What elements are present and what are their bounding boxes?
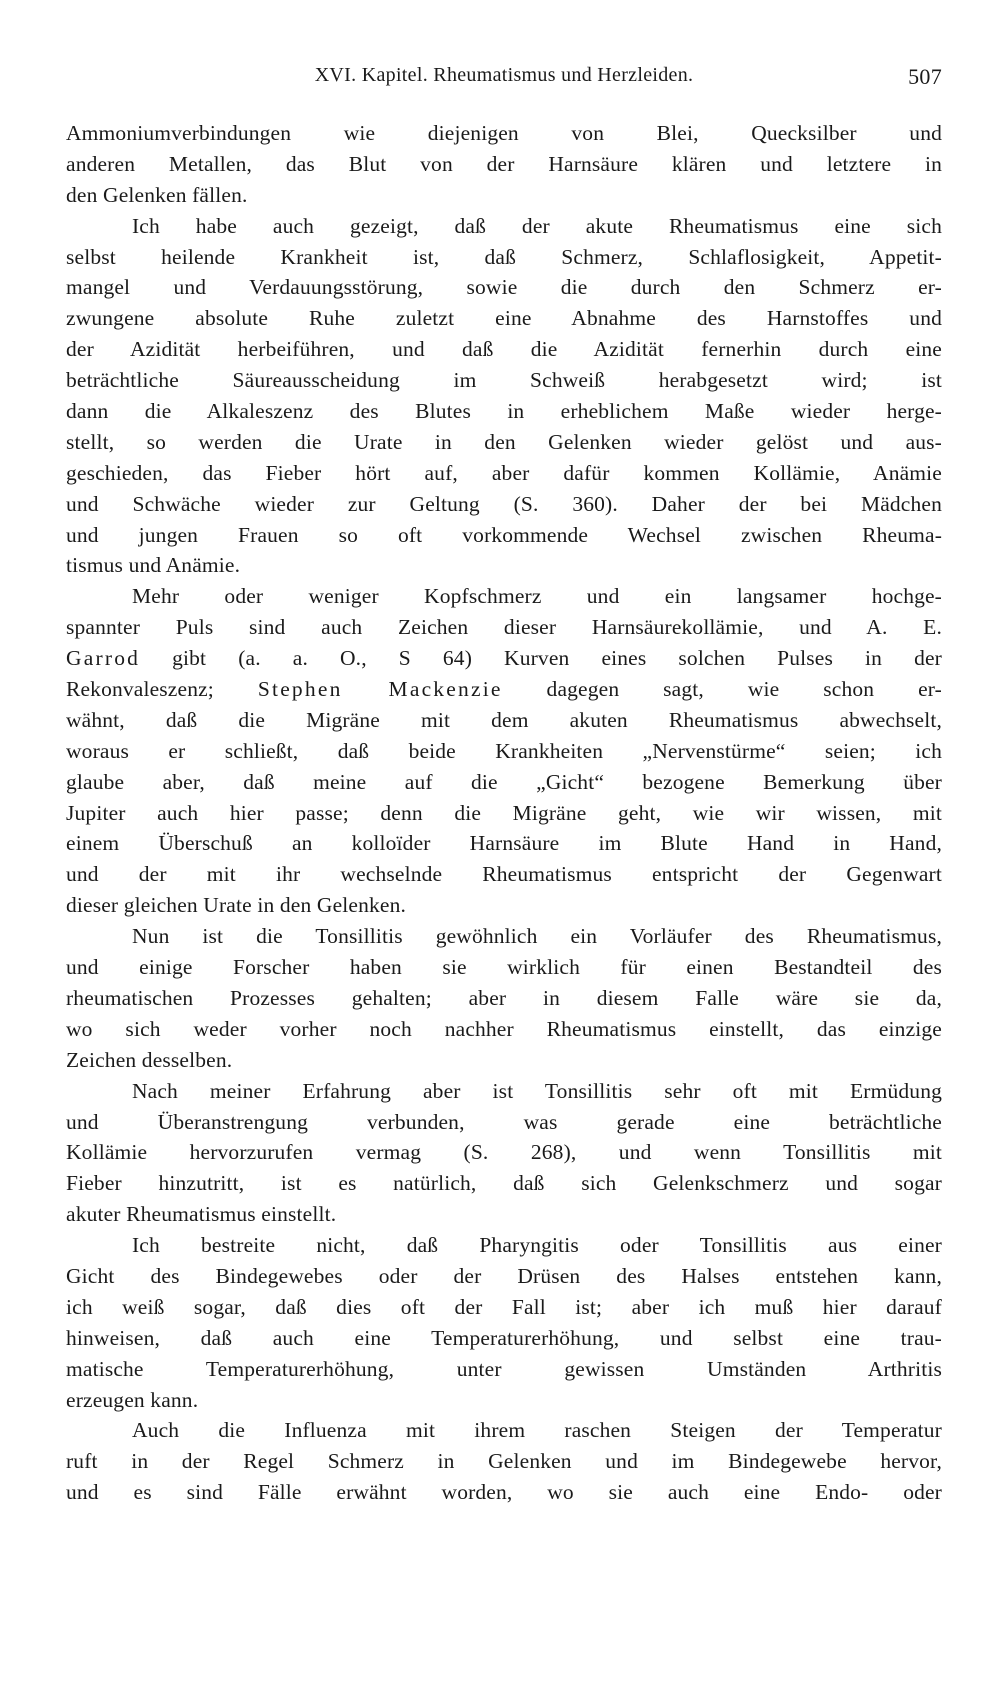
text-line: woraus er schließt, daß beide Krankheiten „Nervenstürme“ seien; ich bbox=[66, 738, 942, 763]
text-line: stellt, so werden die Urate in den Gelenken wieder gelöst und aus- bbox=[66, 429, 942, 454]
text-line: und es sind Fälle erwähnt worden, wo sie auch eine Endo- oder bbox=[66, 1480, 942, 1505]
text-line: selbst heilende Krankheit ist, daß Schmerz, Schlaflosigkeit, Appetit- bbox=[66, 244, 942, 269]
text-line: Ich bestreite nicht, daß Pharyngitis oder Tonsillitis aus einer bbox=[132, 1233, 942, 1258]
text-line: und jungen Frauen so oft vorkommende Wechsel zwischen Rheuma- bbox=[66, 522, 942, 547]
text-line: Zeichen desselben. bbox=[66, 1047, 233, 1072]
text-line: Ammoniumverbindungen wie diejenigen von Blei, Quecksilber und bbox=[66, 121, 942, 145]
text-line: Jupiter auch hier passe; denn die Migräne geht, wie wir wissen, mit bbox=[66, 800, 942, 825]
text-line: spannter Puls sind auch Zeichen dieser Harnsäurekollämie, und A. E. bbox=[66, 615, 942, 640]
text-line: erzeugen kann. bbox=[66, 1387, 199, 1412]
text-fragment: Rekonvaleszenz; bbox=[66, 677, 214, 702]
text-line: akuter Rheumatismus einstellt. bbox=[66, 1202, 337, 1227]
text-line: Ich habe auch gezeigt, daß der akute Rheumatismus eine sich bbox=[132, 213, 942, 238]
text-line: geschieden, das Fieber hört auf, aber dafür kommen Kollämie, Anämie bbox=[66, 460, 942, 485]
text-line: anderen Metallen, das Blut von der Harnsäure klären und letztere in bbox=[66, 151, 942, 176]
text-line: dieser gleichen Urate in den Gelenken. bbox=[66, 893, 406, 918]
text-line: Nach meiner Erfahrung aber ist Tonsillitis sehr oft mit Ermüdung bbox=[132, 1078, 942, 1103]
chapter-title: XVI. Kapitel. Rheumatismus und Herzleiden. bbox=[314, 64, 694, 86]
text-line: wähnt, daß die Migräne mit dem akuten Rheumatismus abwechselt, bbox=[66, 707, 942, 732]
text-line: wo sich weder vorher noch nachher Rheumatismus einstellt, das einzige bbox=[66, 1016, 942, 1041]
text-line: Kollämie hervorzurufen vermag (S. 268), und wenn Tonsillitis mit bbox=[66, 1140, 942, 1165]
text-line: zwungene absolute Ruhe zuletzt eine Abnahme des Harnstoffes und bbox=[66, 306, 942, 331]
text-line: der Azidität herbeiführen, und daß die Azidität fernerhin durch eine bbox=[66, 337, 942, 362]
author-name-garrod: Garrod bbox=[66, 646, 141, 671]
text-line: Fieber hinzutritt, ist es natürlich, daß sich Gelenkschmerz und sogar bbox=[66, 1171, 942, 1196]
text-line: und Überanstrengung verbunden, was gerade eine beträchtliche bbox=[66, 1109, 942, 1134]
text-line: mangel und Verdauungsstörung, sowie die durch den Schmerz er- bbox=[66, 275, 942, 300]
text-line: und Schwäche wieder zur Geltung (S. 360). Daher der bei Mädchen bbox=[66, 491, 942, 516]
text-line-with-name bbox=[66, 643, 942, 674]
text-fragment: dagegen sagt, wie schon er- bbox=[546, 677, 942, 702]
running-head bbox=[66, 64, 942, 96]
text-line: tismus und Anämie. bbox=[66, 553, 241, 578]
text-line: matische Temperaturerhöhung, unter gewissen Umständen Arthritis bbox=[66, 1356, 942, 1381]
text-line: einem Überschuß an kolloïder Harnsäure im Blute Hand in Hand, bbox=[66, 831, 942, 856]
text-line: Nun ist die Tonsillitis gewöhnlich ein Vorläufer des Rheumatismus, bbox=[132, 924, 942, 949]
text-line: ruft in der Regel Schmerz in Gelenken und im Bindegewebe hervor, bbox=[66, 1449, 942, 1474]
text-line: Auch die Influenza mit ihrem raschen Steigen der Temperatur bbox=[132, 1418, 942, 1443]
text-line: Mehr oder weniger Kopfschmerz und ein langsamer hochge- bbox=[132, 584, 942, 609]
text-line: glaube aber, daß meine auf die „Gicht“ bezogene Bemerkung über bbox=[66, 769, 942, 794]
text-line: Gicht des Bindegewebes oder der Drüsen des Halses entstehen kann, bbox=[66, 1263, 942, 1288]
text-line-with-name bbox=[66, 674, 942, 705]
body-text bbox=[66, 118, 942, 1508]
text-line: beträchtliche Säureausscheidung im Schweiß herabgesetzt wird; ist bbox=[66, 368, 942, 393]
text-fragment: gibt (a. a. O., S 64) Kurven eines solchen Pulses in der bbox=[172, 646, 942, 671]
text-line: und der mit ihr wechselnde Rheumatismus entspricht der Gegenwart bbox=[66, 862, 942, 887]
text-line: dann die Alkaleszenz des Blutes in erheblichem Maße wieder herge- bbox=[66, 399, 942, 424]
text-line: und einige Forscher haben sie wirklich für einen Bestandteil des bbox=[66, 955, 942, 980]
page-number: 507 bbox=[908, 64, 942, 89]
text-line: ich weiß sogar, daß dies oft der Fall ist; aber ich muß hier darauf bbox=[66, 1294, 942, 1319]
text-line: hinweisen, daß auch eine Temperaturerhöhung, und selbst eine trau- bbox=[66, 1325, 942, 1350]
text-line: rheumatischen Prozesses gehalten; aber in diesem Falle wäre sie da, bbox=[66, 985, 942, 1010]
author-name-mackenzie: Stephen Mackenzie bbox=[257, 677, 503, 702]
text-line: den Gelenken fällen. bbox=[66, 182, 248, 207]
